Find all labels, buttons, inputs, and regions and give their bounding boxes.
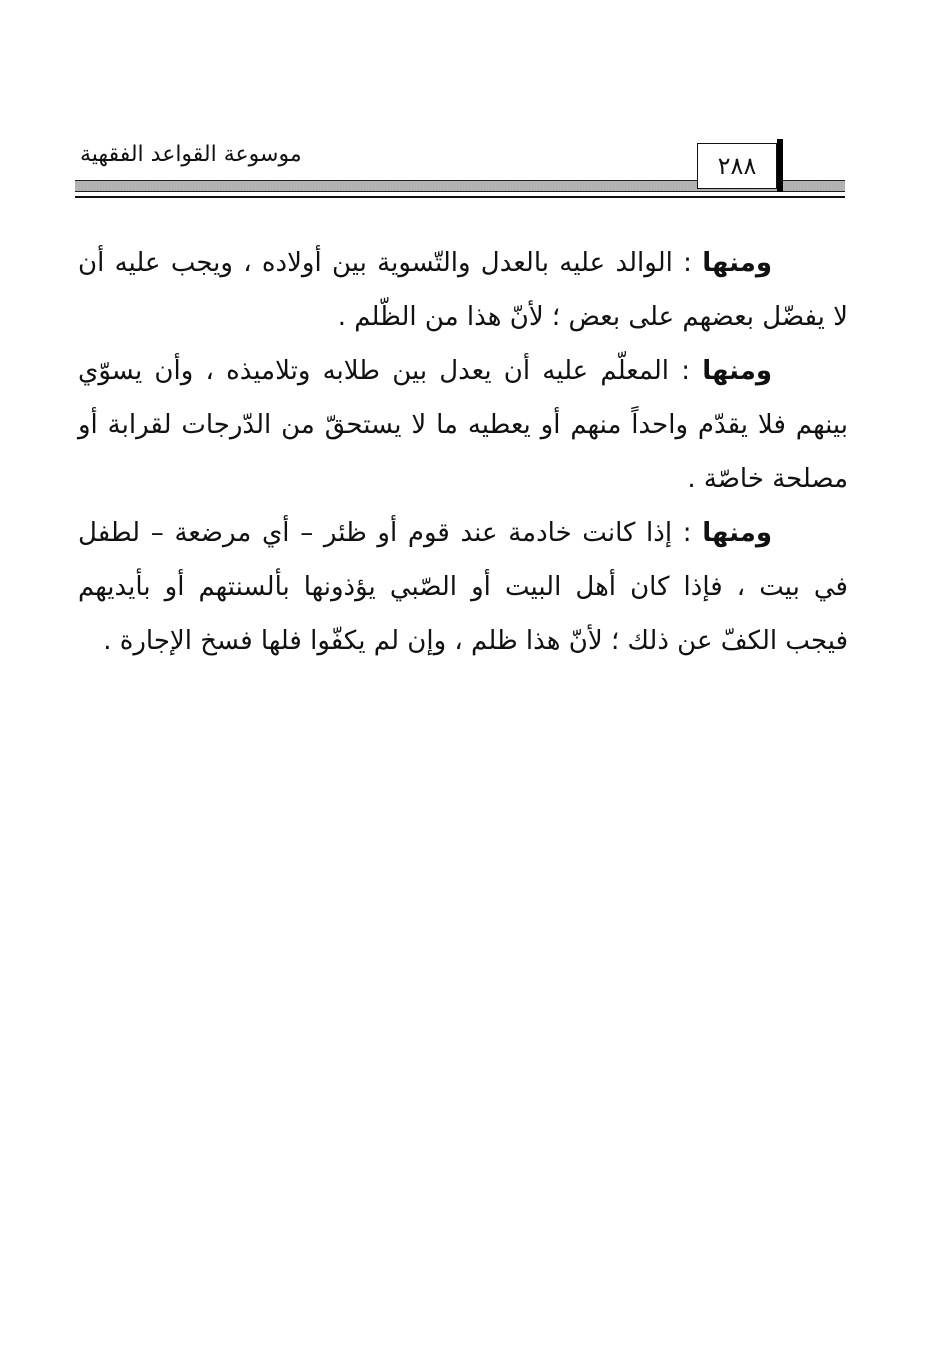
paragraph-teacher-fairness — [78, 344, 848, 506]
page-header — [0, 0, 948, 210]
page-number-bar — [777, 139, 783, 192]
paragraph-lead: ومنها — [702, 356, 772, 386]
header-rule — [75, 196, 845, 198]
paragraph-lead: ومنها — [702, 248, 772, 278]
running-title: موسوعة القواعد الفقهية — [80, 142, 302, 167]
paragraph-text: : الوالد عليه بالعدل والتّسوية بين أولاده ، ويجب عليه أن لا يفضّل بعضهم على بعض ؛ لأنّ هذا من الظّلم . — [78, 248, 848, 332]
paragraph-parent-fairness — [78, 236, 848, 344]
paragraph-text: : المعلّم عليه أن يعدل بين طلابه وتلاميذه ، وأن يسوّي بينهم فلا يقدّم واحداً منهم أو يعطيه ما لا يستحقّ من الدّرجات لقرابة أو مصلحة خاصّة . — [78, 356, 848, 494]
paragraph-text: : إذا كانت خادمة عند قوم أو ظئر – أي مرضعة – لطفل في بيت ، فإذا كان أهل البيت أو الصّبي يؤذونها بألسنتهم أو بأيديهم فيجب الكفّ عن ذلك ؛ لأنّ هذا ظلم ، وإن لم يكفّوا فلها فسخ الإجارة . — [78, 518, 848, 656]
paragraph-servant-rights — [78, 506, 848, 668]
page-number-box — [697, 143, 777, 189]
paragraph-lead: ومنها — [702, 518, 772, 548]
page-body — [78, 236, 848, 668]
page-number: ٢٨٨ — [717, 152, 757, 180]
